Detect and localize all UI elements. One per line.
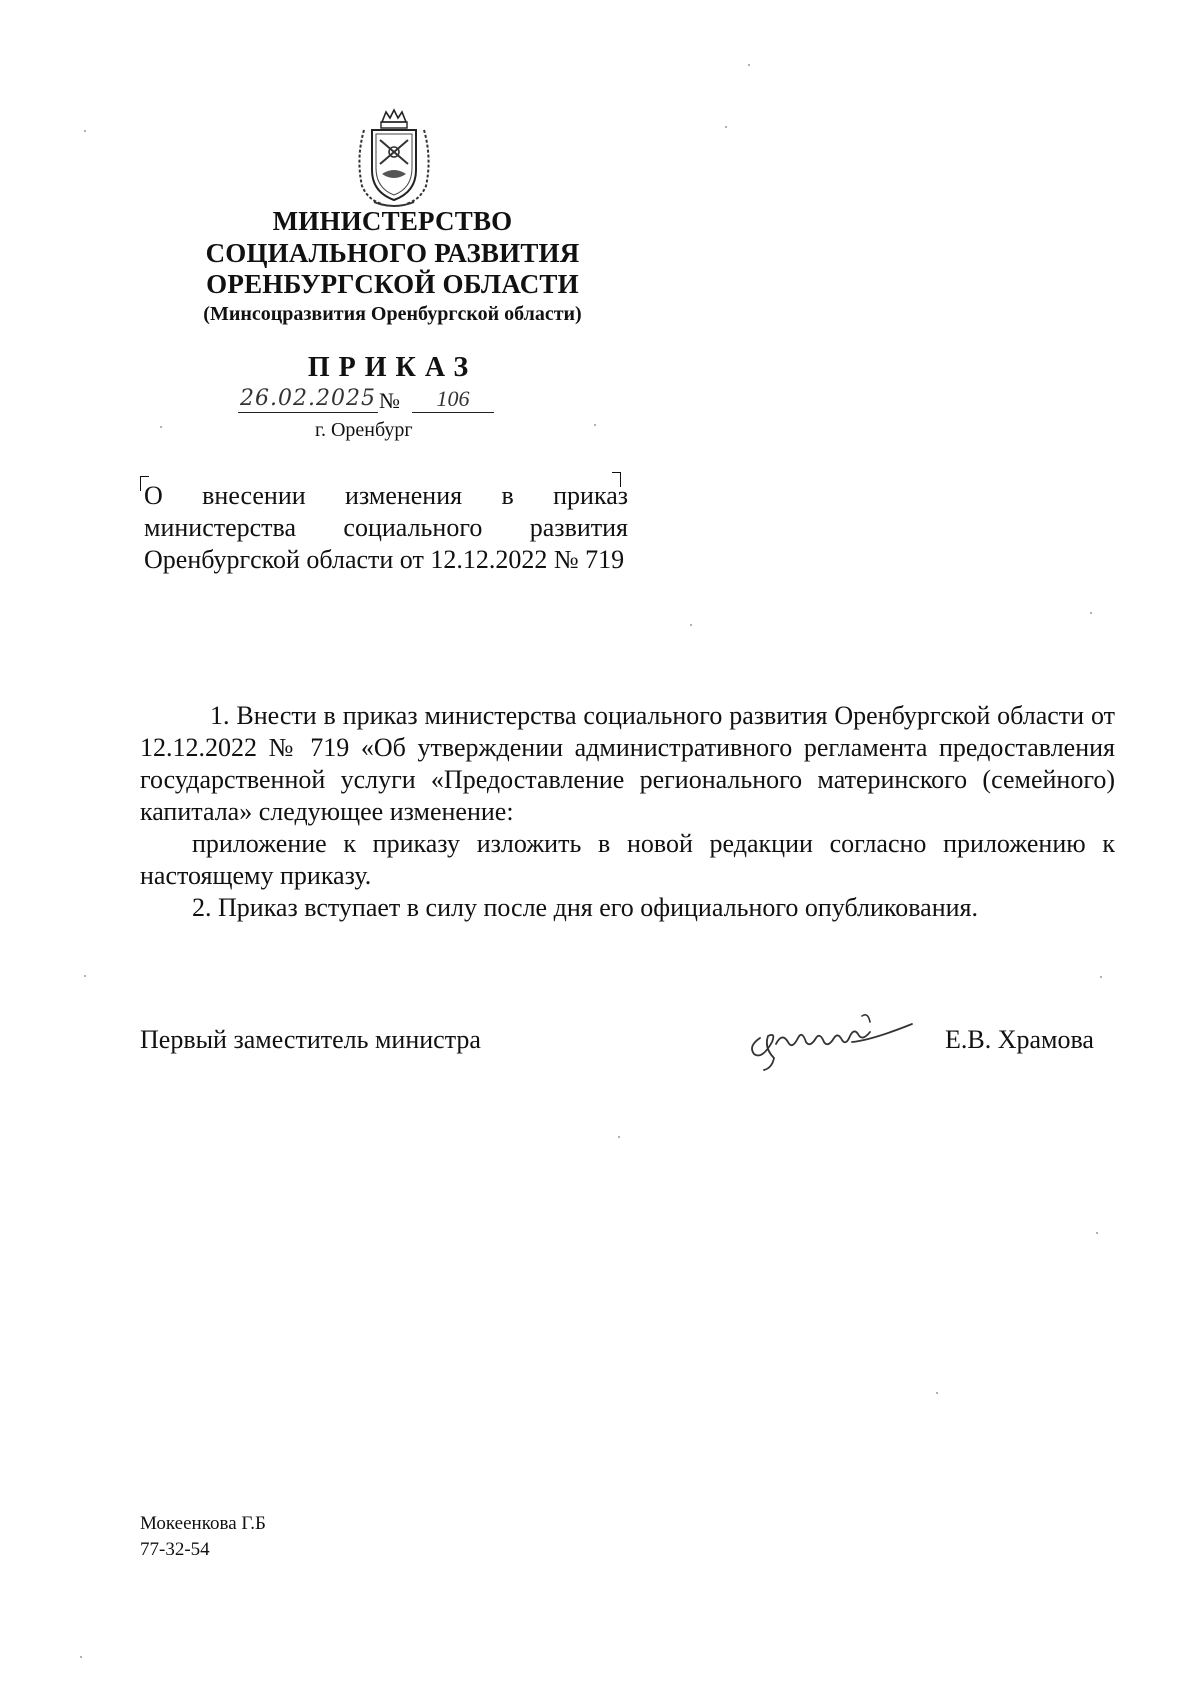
- order-paragraph-2: приложение к приказу изложить в новой редакции согласно приложению к настоящему приказу.: [140, 829, 1115, 890]
- scan-noise-speck: [1090, 612, 1092, 614]
- scan-noise-speck: [160, 426, 162, 428]
- executor-name: Мокеенкова Г.Б: [140, 1513, 266, 1534]
- scan-noise-speck: [1100, 976, 1102, 978]
- order-body: [140, 700, 1115, 924]
- order-date-handwritten: 26.02.2025: [238, 386, 378, 413]
- scan-noise-speck: [84, 975, 86, 977]
- scan-noise-speck: [725, 126, 727, 128]
- ministry-name-line-3: ОРЕНБУРГСКОЙ ОБЛАСТИ: [206, 269, 579, 299]
- scan-noise-speck: [618, 1136, 620, 1138]
- scan-noise-speck: [936, 1392, 938, 1394]
- order-title: ПРИКАЗ: [307, 352, 478, 383]
- order-number-handwritten: 106: [412, 386, 494, 413]
- order-subject: О внесении изменения в приказ министерства социального развития Оренбургской области от 12.12.2022 № 719: [144, 481, 628, 574]
- order-paragraph-1: 1. Внести в приказ министерства социального развития Оренбургской области от 12.12.2022 № 719 «Об утверждении административного регламента предоставления государственной услуги «Предоставление регионального материнского (семейного) капитала» следующее изменение:: [140, 701, 1115, 826]
- scan-noise-speck: [594, 424, 596, 426]
- ministry-short-name: (Минсоцразвития Оренбургской области): [203, 303, 582, 325]
- handwritten-signature: [742, 1002, 922, 1072]
- order-number-label: №: [379, 388, 400, 413]
- ministry-name-line-1: МИНИСТЕРСТВО: [272, 206, 513, 236]
- executor-phone: 77-32-54: [140, 1539, 210, 1560]
- signatory-position: Первый заместитель министра: [140, 1025, 481, 1054]
- scan-noise-speck: [748, 64, 750, 66]
- scan-noise-speck: [80, 1656, 82, 1658]
- order-city: г. Оренбург: [315, 419, 413, 441]
- ministry-name-line-2: СОЦИАЛЬНОГО РАЗВИТИЯ: [205, 238, 580, 268]
- scan-noise-speck: [1096, 1232, 1098, 1234]
- signatory-name: Е.В. Храмова: [945, 1025, 1094, 1054]
- oblast-coat-of-arms-icon: [352, 108, 436, 210]
- scan-noise-speck: [84, 130, 86, 132]
- order-paragraph-3: 2. Приказ вступает в силу после дня его официального опубликования.: [192, 893, 978, 922]
- scan-noise-speck: [690, 624, 692, 626]
